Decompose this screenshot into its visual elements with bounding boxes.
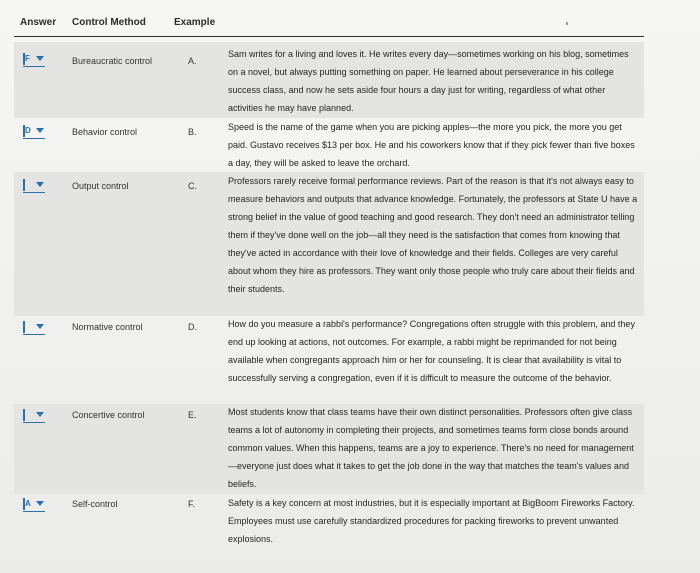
chevron-down-icon bbox=[36, 324, 44, 329]
table-row bbox=[14, 494, 644, 554]
example-text: Sam writes for a living and loves it. He writes every day—sometimes working on his blog, sometimes on a novel, but always putting something on paper. He learned about perseverance in his college success class, and now he sets aside four hours a day just for writing, regardless of what other activities he may have planned. bbox=[228, 49, 629, 113]
answer-dropdown[interactable] bbox=[23, 497, 45, 512]
answer-dropdown[interactable] bbox=[23, 178, 45, 193]
dropdown-bar bbox=[23, 409, 25, 421]
example-column-header: Example bbox=[174, 17, 216, 28]
control-method-label: Bureaucratic control bbox=[72, 56, 153, 66]
control-method-label: Self-control bbox=[72, 499, 118, 509]
control-method-label: Concertive control bbox=[72, 410, 145, 420]
answer-column-header: Answer bbox=[20, 17, 57, 28]
dropdown-value: D bbox=[25, 126, 31, 135]
control-method-column-header: Control Method bbox=[72, 17, 146, 28]
dropdown-value: A bbox=[25, 499, 31, 508]
table-row bbox=[14, 172, 644, 316]
control-method-label: Output control bbox=[72, 181, 129, 191]
chevron-down-icon bbox=[36, 412, 44, 417]
table-row bbox=[14, 404, 644, 494]
answer-dropdown[interactable] bbox=[23, 408, 45, 423]
control-method-label: Normative control bbox=[72, 322, 143, 332]
example-letter: A. bbox=[188, 56, 197, 66]
answer-dropdown[interactable] bbox=[23, 52, 45, 67]
control-method-label: Behavior control bbox=[72, 127, 138, 137]
chevron-down-icon bbox=[36, 182, 44, 187]
example-letter: D. bbox=[188, 322, 197, 332]
example-text: Safety is a key concern at most industries, but it is especially important at BigBoom Fireworks Factory. Employees must use carefully standardized procedures for packing fireworks to prevent unwanted explosions. bbox=[228, 498, 635, 544]
table-row bbox=[14, 118, 644, 174]
answer-dropdown[interactable] bbox=[23, 124, 45, 139]
example-text: How do you measure a rabbi's performance? Congregations often struggle with this problem, and they end up looking at actions, not outcomes. For example, a rabbi might be reprimanded for not being available when congregants approach him or her for counseling. It is clear that availability is vital to successfully serving a congregation, even if it is difficult to measure the outcome of the behavior. bbox=[228, 319, 635, 383]
chevron-down-icon bbox=[36, 128, 44, 133]
chevron-down-icon bbox=[36, 501, 44, 506]
example-text: Speed is the name of the game when you are picking apples—the more you pick, the more you get paid. Gustavo receives $13 per box. He and his coworkers know that if they pick fewer than five boxes a day, they will be asked to leave the orchard. bbox=[228, 122, 635, 168]
dropdown-value: F bbox=[25, 54, 30, 63]
text-cursor-icon bbox=[566, 22, 568, 25]
example-letter: E. bbox=[188, 410, 197, 420]
example-text: Most students know that class teams have their own distinct personalities. Professors often give class teams a lot of autonomy in completing their projects, and sometimes teams form close bonds around common values. When this happens, teams are a joy to experience. There's no need for management—everyone just does what it takes to get the job done in the way that matches the team's values and beliefs. bbox=[228, 407, 634, 489]
answer-dropdown[interactable] bbox=[23, 320, 45, 335]
example-text: Professors rarely receive formal performance reviews. Part of the reason is that it's not always easy to measure behaviors and outputs that advance knowledge. Fortunately, the professors at State U have a strong belief in the value of good teaching and good research. They don't need an administrator telling them if they've done well on the job—all they need is the satisfaction that comes from knowing that they've acted in accordance with their love of knowledge and their fields. Colleges are very careful about whom they hire as professors. They want only those people who truly care about their fields and their students. bbox=[228, 176, 638, 294]
table-row bbox=[14, 42, 644, 118]
table-header bbox=[14, 8, 644, 37]
table-row bbox=[14, 316, 644, 406]
example-letter: B. bbox=[188, 127, 197, 137]
dropdown-bar bbox=[23, 321, 25, 333]
example-letter: F. bbox=[188, 499, 196, 509]
dropdown-bar bbox=[23, 179, 25, 191]
example-letter: C. bbox=[188, 181, 197, 191]
chevron-down-icon bbox=[36, 56, 44, 61]
